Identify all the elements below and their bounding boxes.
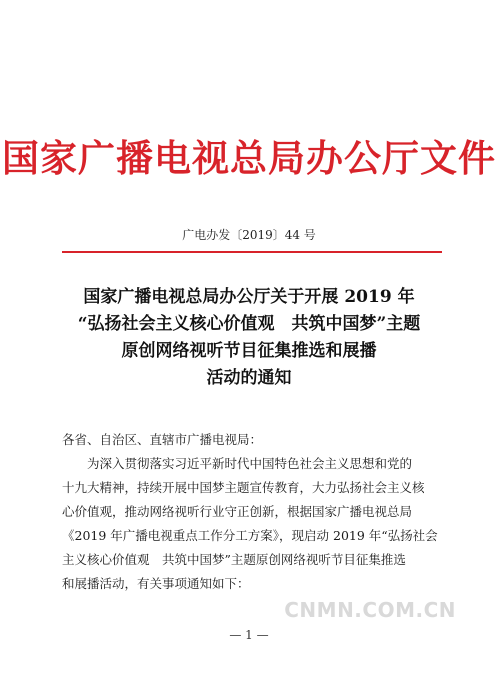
site-watermark: CNMN.COM.CN — [284, 598, 456, 622]
paragraph-line: 心价值观，推动网络视听行业守正创新，根据国家广播电视总局 — [62, 504, 413, 519]
notice-title-line: 国家广播电视总局办公厅关于开展 2019 年 — [83, 287, 415, 307]
notice-title-line: “弘扬社会主义核心价值观 共筑中国梦”主题 — [77, 314, 421, 334]
paragraph-line: 《2019 年广播电视重点工作分工方案》，现启动 2019 年“弘扬社会 — [62, 528, 438, 543]
issuing-office-title: 国家广播电视总局办公厅文件 — [2, 136, 496, 180]
paragraph-line: 为深入贯彻落实习近平新时代中国特色社会主义思想和党的 — [87, 456, 413, 471]
paragraph-line: 和展播活动，有关事项通知如下： — [62, 576, 250, 591]
notice-title — [0, 284, 498, 392]
paragraph-line: 主义核心价值观 共筑中国梦”主题原创网络视听节目征集推选 — [62, 552, 406, 567]
red-divider-line — [62, 251, 442, 253]
notice-title-line: 活动的通知 — [206, 368, 292, 388]
document-number: 广电办发〔2019〕44 号 — [182, 228, 316, 242]
page-number: — 1 — — [229, 628, 269, 642]
notice-title-line: 原创网络视听节目征集推选和展播 — [121, 341, 377, 361]
salutation: 各省、自治区、直辖市广播电视局： — [62, 432, 263, 447]
notice-body — [62, 428, 446, 596]
paragraph-line: 十九大精神，持续开展中国梦主题宣传教育，大力弘扬社会主义核 — [62, 480, 425, 495]
